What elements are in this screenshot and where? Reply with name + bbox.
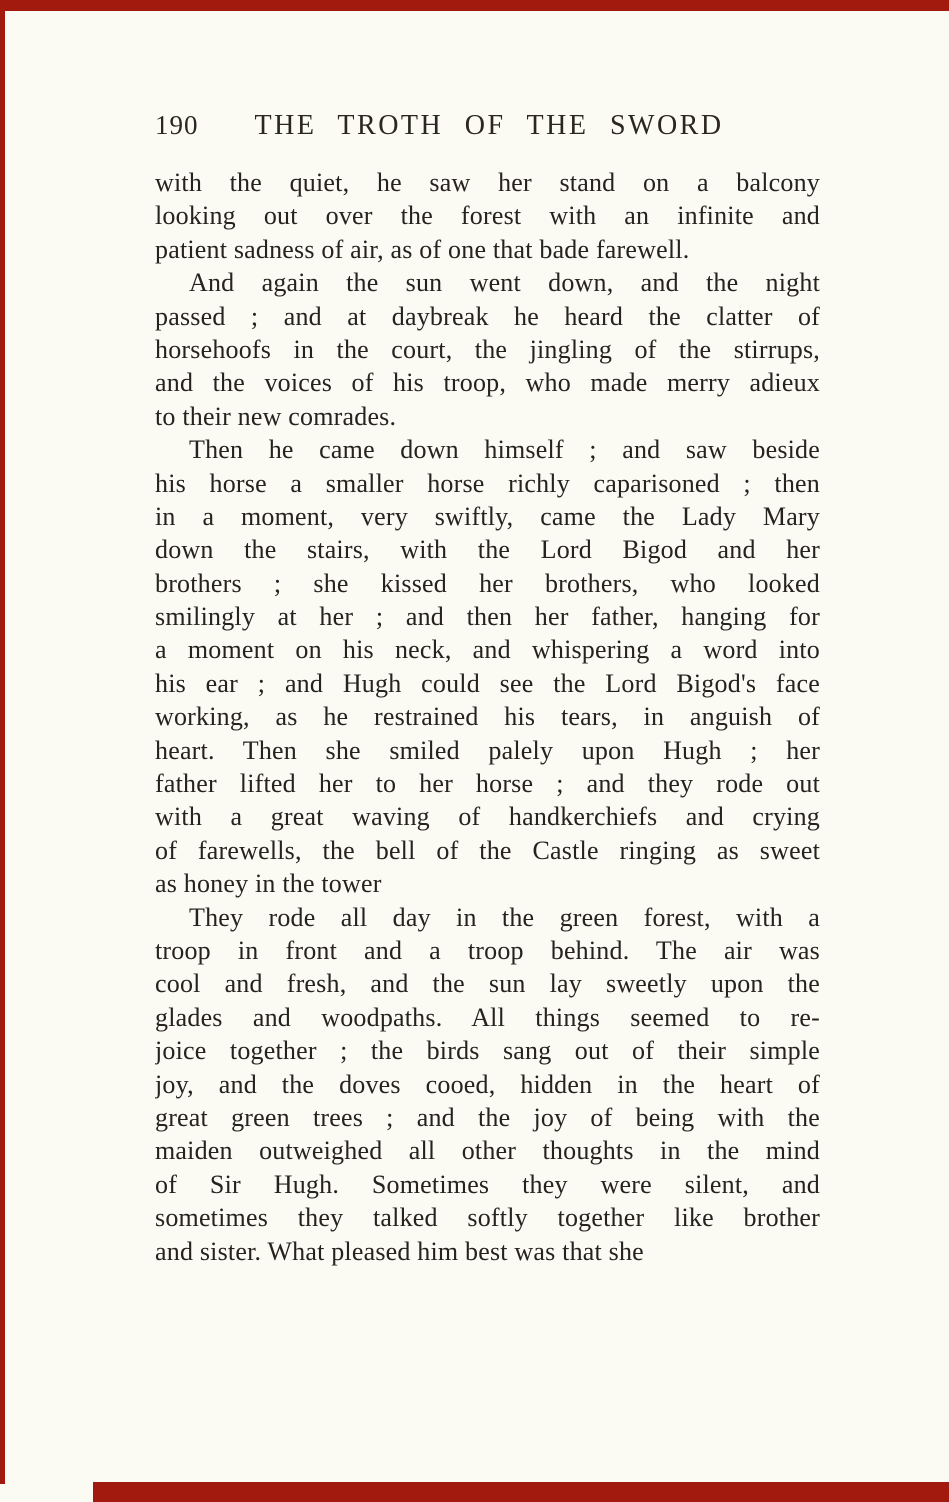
text-line: sometimes they talked softly together like brother	[155, 1203, 820, 1233]
text-line: joy, and the doves cooed, hidden in the heart of	[155, 1069, 820, 1099]
text-line: They rode all day in the green forest, with a	[189, 902, 820, 932]
text-line: patient sadness of air, as of one that bade farewell.	[155, 234, 690, 264]
text-line: brothers ; she kissed her brothers, who looked	[155, 568, 820, 598]
page-number: 190	[155, 110, 199, 140]
text-line: And again the sun went down, and the night	[189, 268, 820, 298]
text-line: horsehoofs in the court, the jingling of the stirrups,	[155, 334, 820, 364]
text-line: down the stairs, with the Lord Bigod and her	[155, 535, 820, 565]
text-line: with a great waving of handkerchiefs and crying	[155, 802, 820, 832]
text-line: in a moment, very swiftly, came the Lady Mary	[155, 501, 820, 531]
text-line: Then he came down himself ; and saw beside	[189, 435, 820, 465]
text-line: father lifted her to her horse ; and they rode out	[155, 769, 820, 799]
text-line: working, as he restrained his tears, in anguish of	[155, 702, 820, 732]
text-line: his ear ; and Hugh could see the Lord Bigod's face	[155, 668, 820, 698]
text-line: joice together ; the birds sang out of their simple	[155, 1036, 820, 1066]
text-line: maiden outweighed all other thoughts in the mind	[155, 1136, 820, 1166]
page-content	[155, 110, 820, 1268]
text-line: his horse a smaller horse richly caparisoned ; then	[155, 468, 820, 498]
text-line: a moment on his neck, and whispering a word into	[155, 635, 820, 665]
text-line: heart. Then she smiled palely upon Hugh ; her	[155, 735, 820, 765]
text-line: glades and woodpaths. All things seemed to re-	[155, 1002, 820, 1032]
scan-edge-top	[0, 0, 949, 11]
text-line: great green trees ; and the joy of being with the	[155, 1102, 820, 1132]
text-line: passed ; and at daybreak he heard the clatter of	[155, 301, 820, 331]
text-line: to their new comrades.	[155, 401, 397, 431]
text-line: as honey in the tower	[155, 869, 382, 899]
scan-edge-bottom	[93, 1482, 949, 1502]
text-line: and the voices of his troop, who made merry adieux	[155, 368, 820, 398]
text-line: with the quiet, he saw her stand on a balcony	[155, 168, 820, 197]
scan-edge-left	[0, 0, 5, 1484]
text-line: looking out over the forest with an infinite and	[155, 201, 820, 231]
page-body	[155, 166, 820, 1268]
text-line: cool and fresh, and the sun lay sweetly upon the	[155, 969, 820, 999]
text-line: of farewells, the bell of the Castle ringing as sweet	[155, 835, 820, 865]
text-line: smilingly at her ; and then her father, hanging for	[155, 602, 820, 632]
page-header	[155, 110, 820, 142]
text-line: of Sir Hugh. Sometimes they were silent, and	[155, 1169, 820, 1199]
text-line: and sister. What pleased him best was that she	[155, 1236, 644, 1266]
running-title: THE TROTH OF THE SWORD	[254, 110, 724, 141]
text-line: troop in front and a troop behind. The air was	[155, 935, 820, 965]
